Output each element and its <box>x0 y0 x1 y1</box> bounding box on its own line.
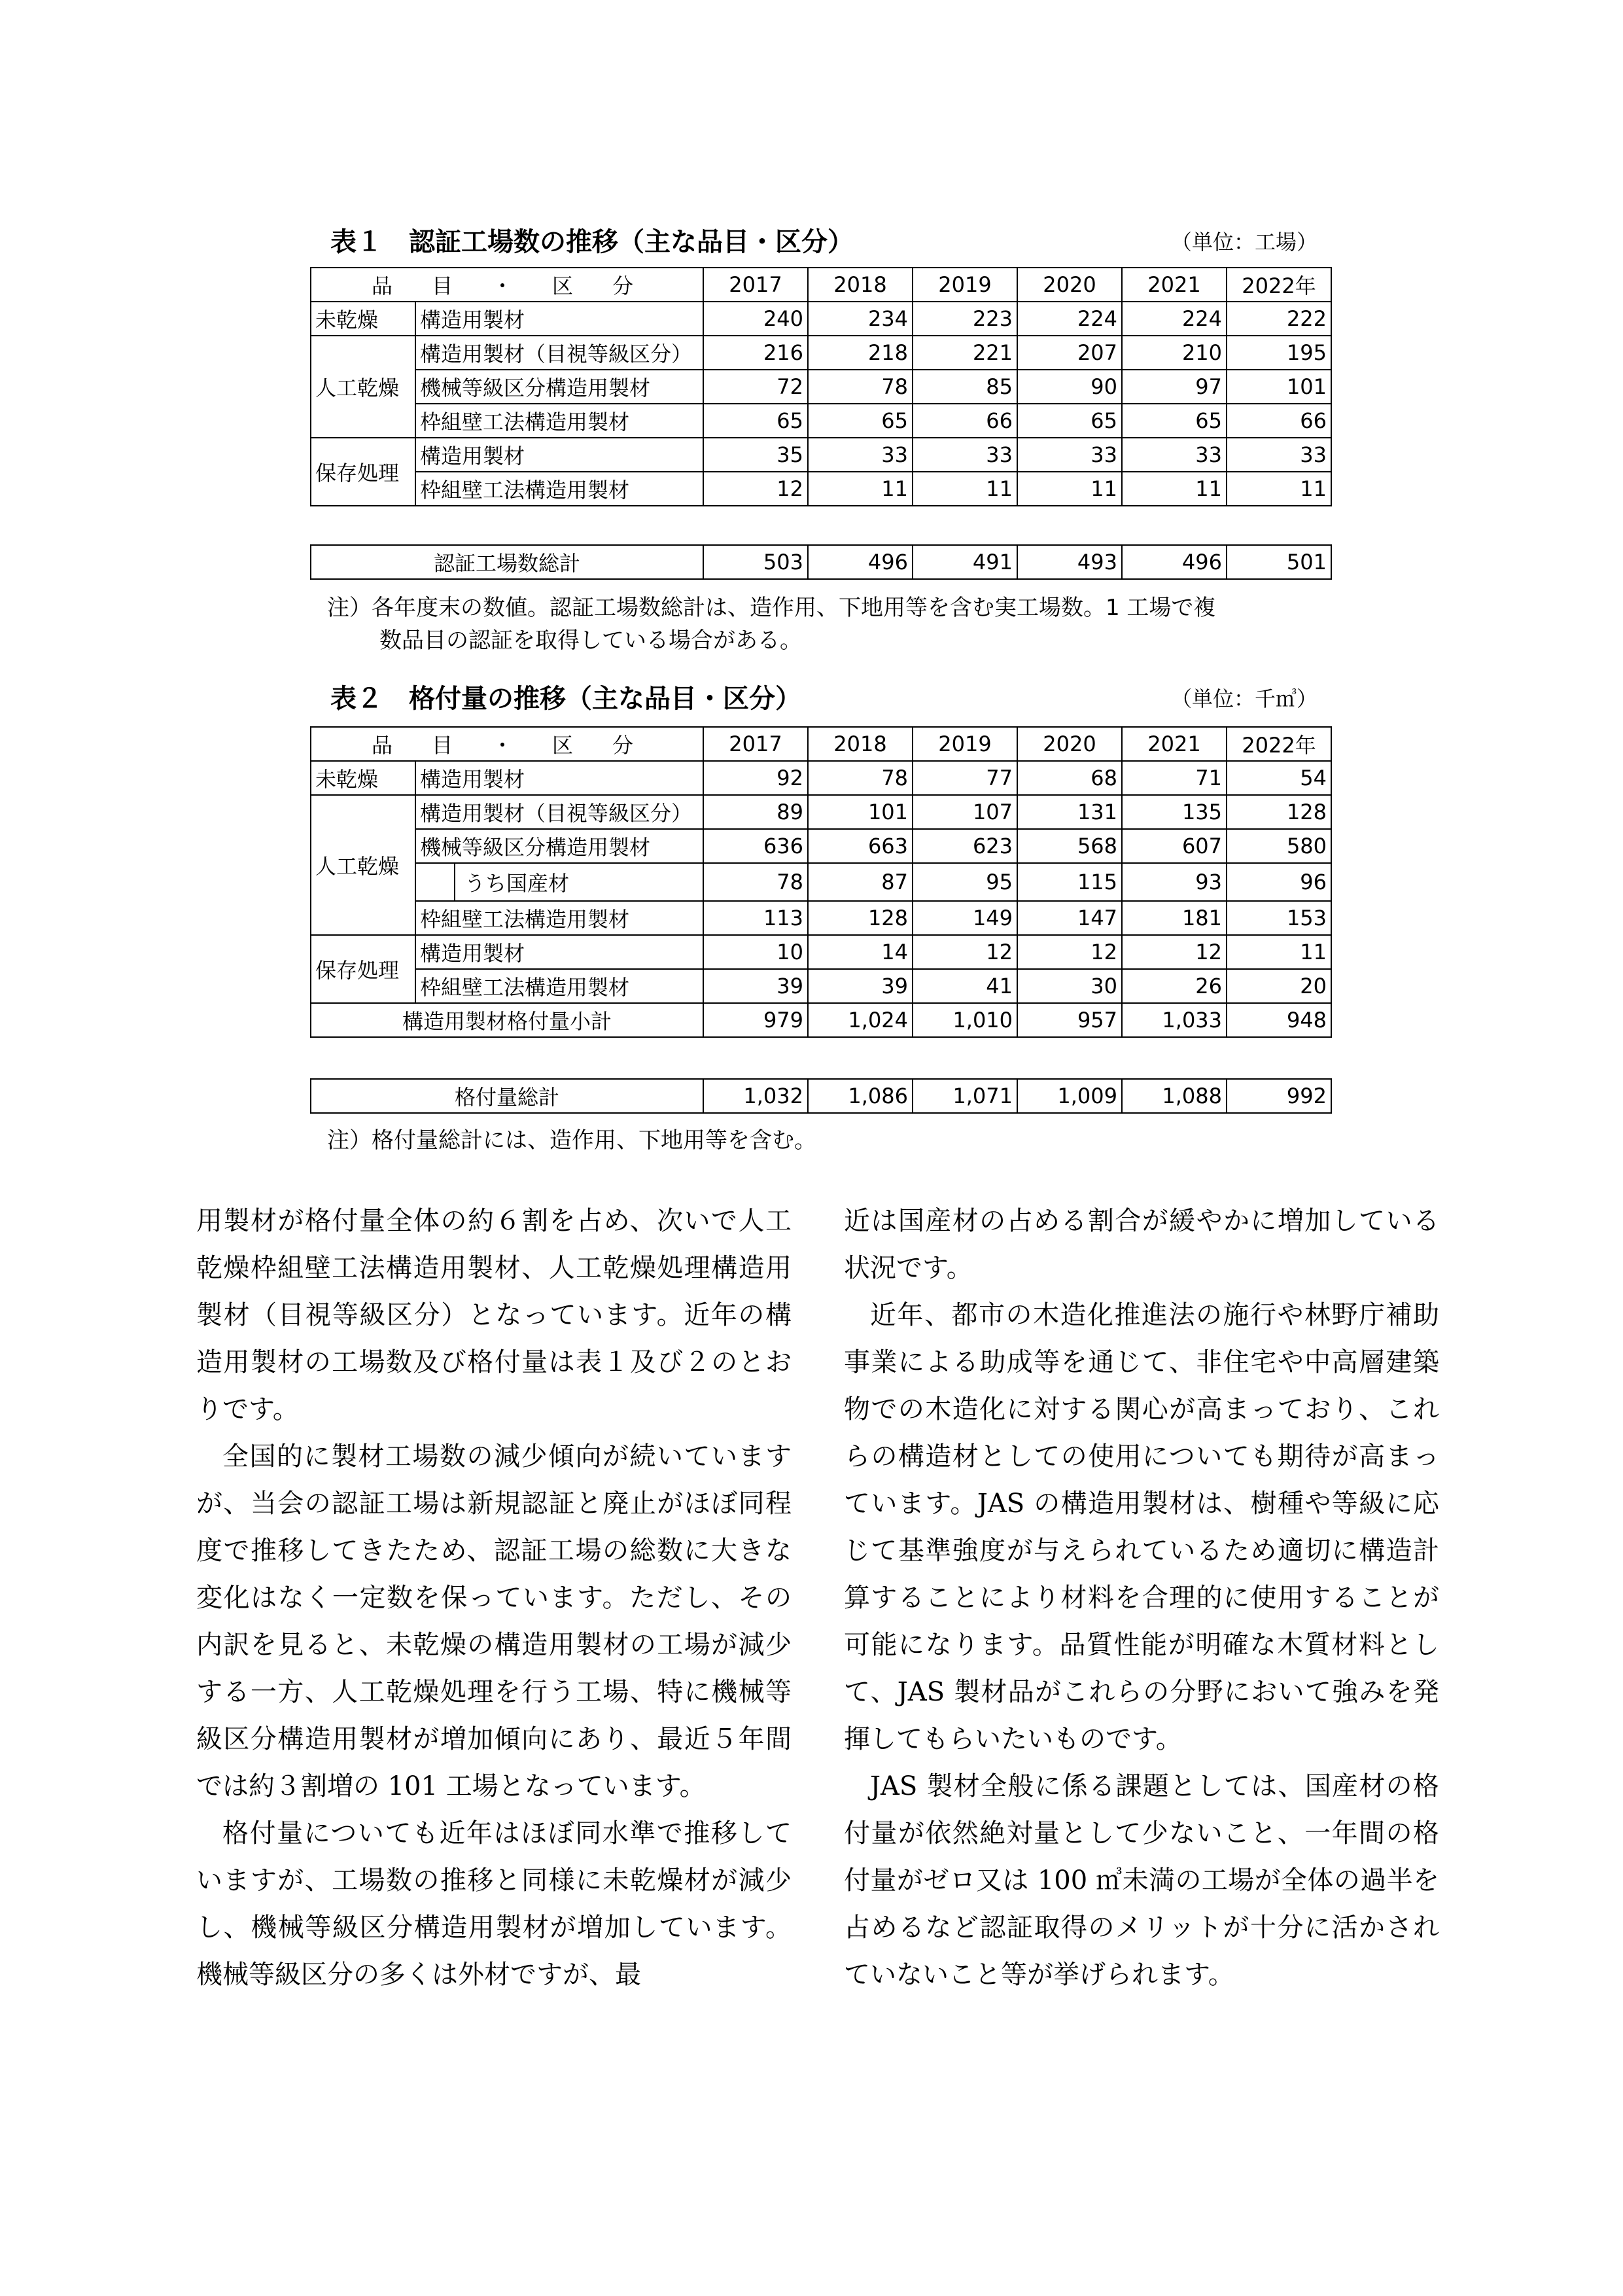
value-cell: 68 <box>1017 761 1122 795</box>
value-cell: 224 <box>1122 302 1227 336</box>
item-cell: 機械等級区分構造用製材 <box>415 370 703 404</box>
item-cell: 構造用製材 <box>415 438 703 472</box>
value-cell: 957 <box>1017 1003 1122 1037</box>
table1 <box>310 267 1332 506</box>
item-cell: 枠組壁工法構造用製材 <box>415 901 703 935</box>
value-cell: 11 <box>1227 472 1331 506</box>
value-cell: 207 <box>1017 336 1122 370</box>
value-cell: 113 <box>703 901 808 935</box>
value-cell: 92 <box>703 761 808 795</box>
value-cell: 153 <box>1227 901 1331 935</box>
value-cell: 663 <box>808 829 913 863</box>
value-cell: 496 <box>1122 545 1227 579</box>
table-row <box>311 969 1331 1003</box>
total-label: 認証工場数総計 <box>311 545 703 579</box>
body-paragraph: 全国的に製材工場数の減少傾向が続いていますが、当会の認証工場は新規認証と廃止がほぼ同程度で推移してきたため、認証工場の総数に大きな変化はなく一定数を保っています。ただし、その内訳を見ると、未乾燥の構造用製材の工場が減少する一方、人工乾燥処理を行う工場、特に機械等級区分構造用製材が増加傾向にあり、最近５年間では約３割増の 101 工場となっています。 <box>196 1441 792 1801</box>
value-cell: 11 <box>1122 472 1227 506</box>
value-cell: 77 <box>913 761 1017 795</box>
value-cell: 11 <box>913 472 1017 506</box>
value-cell: 39 <box>703 969 808 1003</box>
table2-header-year: 2020 <box>1017 727 1122 761</box>
table1-title: 表１ 認証工場数の推移（主な品目・区分） <box>330 227 854 257</box>
value-cell: 65 <box>808 404 913 438</box>
table2-header-year: 2017 <box>703 727 808 761</box>
body-column-right <box>844 1197 1439 1998</box>
value-cell: 218 <box>808 336 913 370</box>
table-row <box>311 761 1331 795</box>
value-cell: 195 <box>1227 336 1331 370</box>
value-cell: 128 <box>808 901 913 935</box>
value-cell: 20 <box>1227 969 1331 1003</box>
table-row <box>311 438 1331 472</box>
table2 <box>310 726 1332 1038</box>
value-cell: 12 <box>703 472 808 506</box>
item-cell: 枠組壁工法構造用製材 <box>415 472 703 506</box>
value-cell: 78 <box>808 370 913 404</box>
value-cell: 234 <box>808 302 913 336</box>
value-cell: 147 <box>1017 901 1122 935</box>
value-cell: 115 <box>1017 863 1122 901</box>
item-cell: 機械等級区分構造用製材 <box>415 829 703 863</box>
value-cell: 491 <box>913 545 1017 579</box>
value-cell: 14 <box>808 935 913 969</box>
table1-header-year: 2022年 <box>1227 268 1331 302</box>
value-cell: 501 <box>1227 545 1331 579</box>
table1-note-line1: 注）各年度末の数値。認証工場数総計は、造作用、下地用等を含む実工場数。1 工場で複 <box>327 595 1216 621</box>
value-cell: 1,071 <box>913 1079 1017 1113</box>
table-row <box>311 336 1331 370</box>
table1-header-row <box>311 268 1331 302</box>
total-label: 格付量総計 <box>311 1079 703 1113</box>
value-cell: 503 <box>703 545 808 579</box>
value-cell: 948 <box>1227 1003 1331 1037</box>
indent-spacer <box>416 864 455 900</box>
item-cell: 構造用製材 <box>415 761 703 795</box>
value-cell: 26 <box>1122 969 1227 1003</box>
table1-total <box>310 544 1332 580</box>
table-row <box>311 302 1331 336</box>
body-paragraph: 近年、都市の木造化推進法の施行や林野庁補助事業による助成等を通じて、非住宅や中高層建築物での木造化に対する関心が高まっており、これらの構造材としての使用についても期待が高まっています。JAS の構造用製材は、樹種や等級に応じて基準強度が与えられているため適切に構造計算することにより材料を合理的に使用することが可能になります。品質性能が明確な木質材料として、JAS 製材品がこれらの分野において強みを発揮してもらいたいものです。 <box>844 1300 1439 1754</box>
value-cell: 41 <box>913 969 1017 1003</box>
table2-header-row <box>311 727 1331 761</box>
table2-unit: （単位：千㎥） <box>1171 686 1318 711</box>
value-cell: 568 <box>1017 829 1122 863</box>
value-cell: 89 <box>703 795 808 829</box>
category-cell: 人工乾燥 <box>311 795 415 935</box>
item-sub-label: うち国産材 <box>464 871 570 896</box>
value-cell: 33 <box>913 438 1017 472</box>
body-paragraph: 用製材が格付量全体の約６割を占め、次いで人工乾燥枠組壁工法構造用製材、人工乾燥処理構造用製材（目視等級区分）となっています。近年の構造用製材の工場数及び格付量は表１及び２のとおりです。 <box>196 1206 792 1424</box>
value-cell: 39 <box>808 969 913 1003</box>
value-cell: 54 <box>1227 761 1331 795</box>
value-cell: 1,032 <box>703 1079 808 1113</box>
value-cell: 222 <box>1227 302 1331 336</box>
value-cell: 1,010 <box>913 1003 1017 1037</box>
table-row <box>311 545 1331 579</box>
category-cell: 保存処理 <box>311 935 415 1003</box>
item-cell: 構造用製材（目視等級区分） <box>415 795 703 829</box>
item-cell: 構造用製材（目視等級区分） <box>415 336 703 370</box>
table2-header-item: 品 目 ・ 区 分 <box>311 727 703 761</box>
body-column-left <box>196 1197 792 1998</box>
table1-unit: （単位：工場） <box>1171 230 1318 255</box>
table1-header-year: 2021 <box>1122 268 1227 302</box>
value-cell: 580 <box>1227 829 1331 863</box>
table-row <box>311 901 1331 935</box>
table2-header-year: 2022年 <box>1227 727 1331 761</box>
value-cell: 93 <box>1122 863 1227 901</box>
subtotal-label: 構造用製材格付量小計 <box>311 1003 703 1037</box>
value-cell: 11 <box>808 472 913 506</box>
value-cell: 12 <box>1017 935 1122 969</box>
value-cell: 607 <box>1122 829 1227 863</box>
value-cell: 65 <box>703 404 808 438</box>
value-cell: 12 <box>913 935 1017 969</box>
table-row <box>311 935 1331 969</box>
table1-header-year: 2018 <box>808 268 913 302</box>
table2-total <box>310 1078 1332 1114</box>
value-cell: 65 <box>1122 404 1227 438</box>
value-cell: 65 <box>1017 404 1122 438</box>
table1-header-year: 2017 <box>703 268 808 302</box>
value-cell: 72 <box>703 370 808 404</box>
value-cell: 496 <box>808 545 913 579</box>
table2-header-year: 2018 <box>808 727 913 761</box>
table1-header-item: 品 目 ・ 区 分 <box>311 268 703 302</box>
value-cell: 96 <box>1227 863 1331 901</box>
value-cell: 1,009 <box>1017 1079 1122 1113</box>
value-cell: 33 <box>1017 438 1122 472</box>
table1-header-year: 2019 <box>913 268 1017 302</box>
value-cell: 636 <box>703 829 808 863</box>
table2-title: 表２ 格付量の推移（主な品目・区分） <box>330 684 801 714</box>
value-cell: 87 <box>808 863 913 901</box>
value-cell: 181 <box>1122 901 1227 935</box>
item-cell: 構造用製材 <box>415 935 703 969</box>
value-cell: 131 <box>1017 795 1122 829</box>
category-cell: 未乾燥 <box>311 302 415 336</box>
value-cell: 33 <box>1227 438 1331 472</box>
value-cell: 35 <box>703 438 808 472</box>
table-row <box>311 370 1331 404</box>
table2-note: 注）格付量総計には、造作用、下地用等を含む。 <box>327 1127 816 1154</box>
value-cell: 1,086 <box>808 1079 913 1113</box>
body-paragraph: JAS 製材全般に係る課題としては、国産材の格付量が依然絶対量として少ないこと、一年間の格付量がゼロ又は 100 ㎥未満の工場が全体の過半を占めるなど認証取得のメリットが十分に活かされていないこと等が挙げられます。 <box>844 1771 1439 1990</box>
value-cell: 210 <box>1122 336 1227 370</box>
value-cell: 240 <box>703 302 808 336</box>
value-cell: 10 <box>703 935 808 969</box>
item-cell: 枠組壁工法構造用製材 <box>415 404 703 438</box>
value-cell: 493 <box>1017 545 1122 579</box>
value-cell: 224 <box>1017 302 1122 336</box>
table1-note-line2: 数品目の認証を取得している場合がある。 <box>379 627 802 654</box>
item-cell: 構造用製材 <box>415 302 703 336</box>
value-cell: 1,033 <box>1122 1003 1227 1037</box>
item-cell: 枠組壁工法構造用製材 <box>415 969 703 1003</box>
value-cell: 78 <box>703 863 808 901</box>
table2-header-year: 2019 <box>913 727 1017 761</box>
value-cell: 107 <box>913 795 1017 829</box>
table-row <box>311 795 1331 829</box>
table1-header-year: 2020 <box>1017 268 1122 302</box>
value-cell: 66 <box>913 404 1017 438</box>
table-row <box>311 472 1331 506</box>
value-cell: 979 <box>703 1003 808 1037</box>
value-cell: 992 <box>1227 1079 1331 1113</box>
value-cell: 221 <box>913 336 1017 370</box>
table-row <box>311 863 1331 901</box>
value-cell: 149 <box>913 901 1017 935</box>
value-cell: 11 <box>1017 472 1122 506</box>
value-cell: 30 <box>1017 969 1122 1003</box>
item-cell-sub <box>415 863 703 901</box>
category-cell: 保存処理 <box>311 438 415 506</box>
table-row-subtotal <box>311 1003 1331 1037</box>
value-cell: 1,088 <box>1122 1079 1227 1113</box>
value-cell: 216 <box>703 336 808 370</box>
body-paragraph: 近は国産材の占める割合が緩やかに増加している状況です。 <box>844 1206 1439 1283</box>
body-paragraph: 格付量についても近年はほぼ同水準で推移していますが、工場数の推移と同様に未乾燥材が減少し、機械等級区分構造用製材が増加しています。機械等級区分の多くは外材ですが、最 <box>196 1818 792 1990</box>
value-cell: 128 <box>1227 795 1331 829</box>
table2-header-year: 2021 <box>1122 727 1227 761</box>
category-cell: 未乾燥 <box>311 761 415 795</box>
table-row <box>311 1079 1331 1113</box>
value-cell: 78 <box>808 761 913 795</box>
value-cell: 101 <box>808 795 913 829</box>
value-cell: 90 <box>1017 370 1122 404</box>
value-cell: 95 <box>913 863 1017 901</box>
value-cell: 223 <box>913 302 1017 336</box>
table-row <box>311 404 1331 438</box>
value-cell: 623 <box>913 829 1017 863</box>
value-cell: 66 <box>1227 404 1331 438</box>
value-cell: 33 <box>1122 438 1227 472</box>
value-cell: 135 <box>1122 795 1227 829</box>
table-row <box>311 829 1331 863</box>
value-cell: 12 <box>1122 935 1227 969</box>
value-cell: 97 <box>1122 370 1227 404</box>
value-cell: 1,024 <box>808 1003 913 1037</box>
value-cell: 71 <box>1122 761 1227 795</box>
value-cell: 33 <box>808 438 913 472</box>
value-cell: 85 <box>913 370 1017 404</box>
value-cell: 101 <box>1227 370 1331 404</box>
category-cell: 人工乾燥 <box>311 336 415 438</box>
value-cell: 11 <box>1227 935 1331 969</box>
